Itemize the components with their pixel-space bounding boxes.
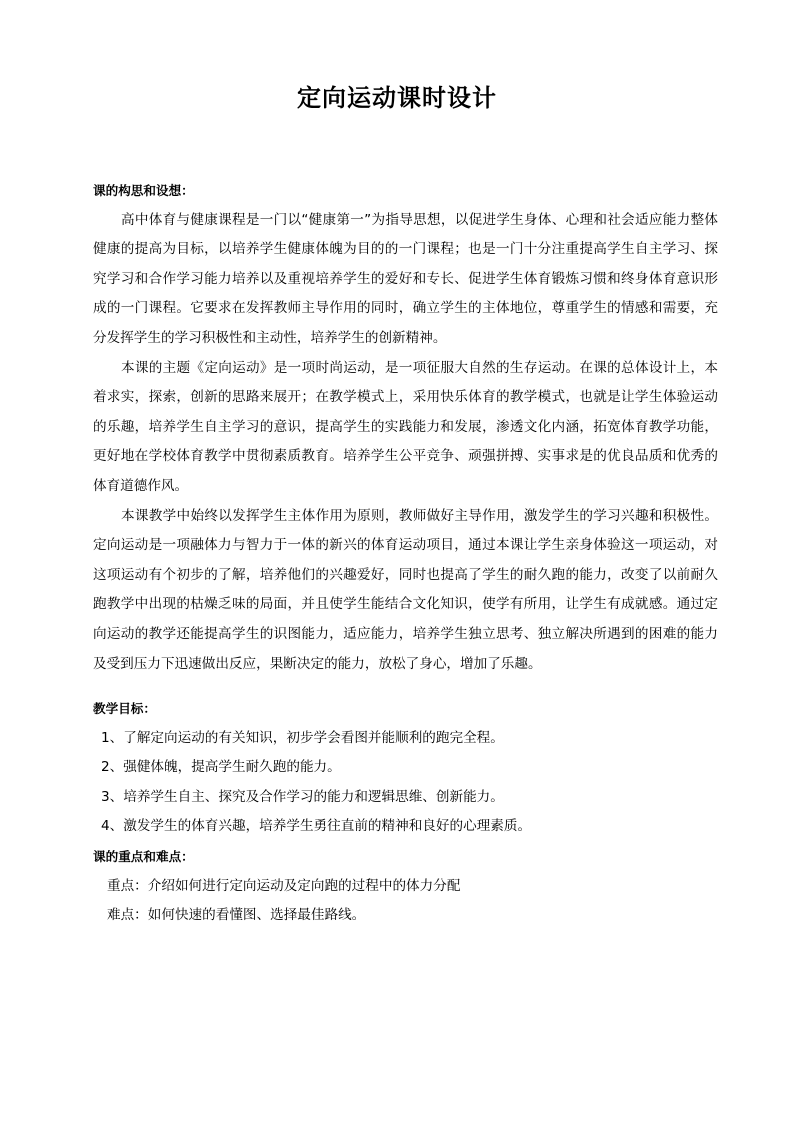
difficult-point-item: 难点：如何快速的看懂图、选择最佳路线。: [107, 907, 366, 924]
key-point-item: 重点：介绍如何进行定向运动及定向跑的过程中的体力分配: [107, 877, 461, 894]
objective-item: 1、了解定向运动的有关知识，初步学会看图并能顺利的跑完全程。: [101, 729, 504, 746]
key-points-heading: 课的重点和难点：: [93, 849, 194, 865]
section-spacer: [93, 679, 718, 694]
objective-item: 4、激发学生的体育兴趣，培养学生勇往直前的精神和良好的心理素质。: [101, 818, 532, 835]
document-body: [93, 176, 718, 931]
concept-heading: 课的构思和设想：: [93, 183, 194, 198]
concept-paragraph: 本课教学中始终以发挥学生主体作用为原则，教师做好主导作用，激发学生的学习兴趣和积极性。定向运动是一项融体力与智力于一体的新兴的体育运动项目，通过本课让学生亲身体验这一项运动，对这项运动有个初步的了解，培养他们的兴趣爱好，同时也提高了学生的耐久跑的能力，改变了以前耐久跑教学中出现的枯燥乏味的局面，并且使学生能结合文化知识，使学有所用，让学生有成就感。通过定向运动的教学还能提高学生的识图能力，适应能力，培养学生独立思考、独立解决所遇到的困难的能力及受到压力下迅速做出反应，果断决定的能力，放松了身心，增加了乐趣。: [93, 507, 718, 672]
objectives-heading: 教学目标：: [93, 701, 156, 717]
objective-item: 2、强健体魄，提高学生耐久跑的能力。: [101, 759, 341, 776]
document-title: 定向运动课时设计: [297, 84, 497, 112]
concept-paragraph: 本课的主题《定向运动》是一项时尚运动，是一项征服大自然的生存运动。在课的总体设计上，本着求实，探索，创新的思路来展开；在教学模式上，采用快乐体育的教学模式，也就是让学生体验运动的乐趣，培养学生自主学习的意识，提高学生的实践能力和发展，渗透文化内涵，拓宽体育教学功能，更好地在学校体育教学中贯彻素质教育。培养学生公平竞争、顽强拼搏、实事求是的优良品质和优秀的体育道德作风。: [93, 359, 718, 494]
objective-item: 3、培养学生自主、探究及合作学习的能力和逻辑思维、创新能力。: [101, 788, 504, 805]
concept-paragraph: 高中体育与健康课程是一门以“健康第一”为指导思想，以促进学生身体、心理和社会适应能力整体健康的提高为目标，以培养学生健康体魄为目的的一门课程；也是一门十分注重提高学生自主学习、探究学习和合作学习能力培养以及重视培养学生的爱好和专长、促进学生体育锻炼习惯和终身体育意识形成的一门课程。它要求在发挥教师主导作用的同时，确立学生的主体地位，尊重学生的情感和需要，充分发挥学生的学习积极性和主动性，培养学生的创新精神。: [93, 211, 718, 346]
